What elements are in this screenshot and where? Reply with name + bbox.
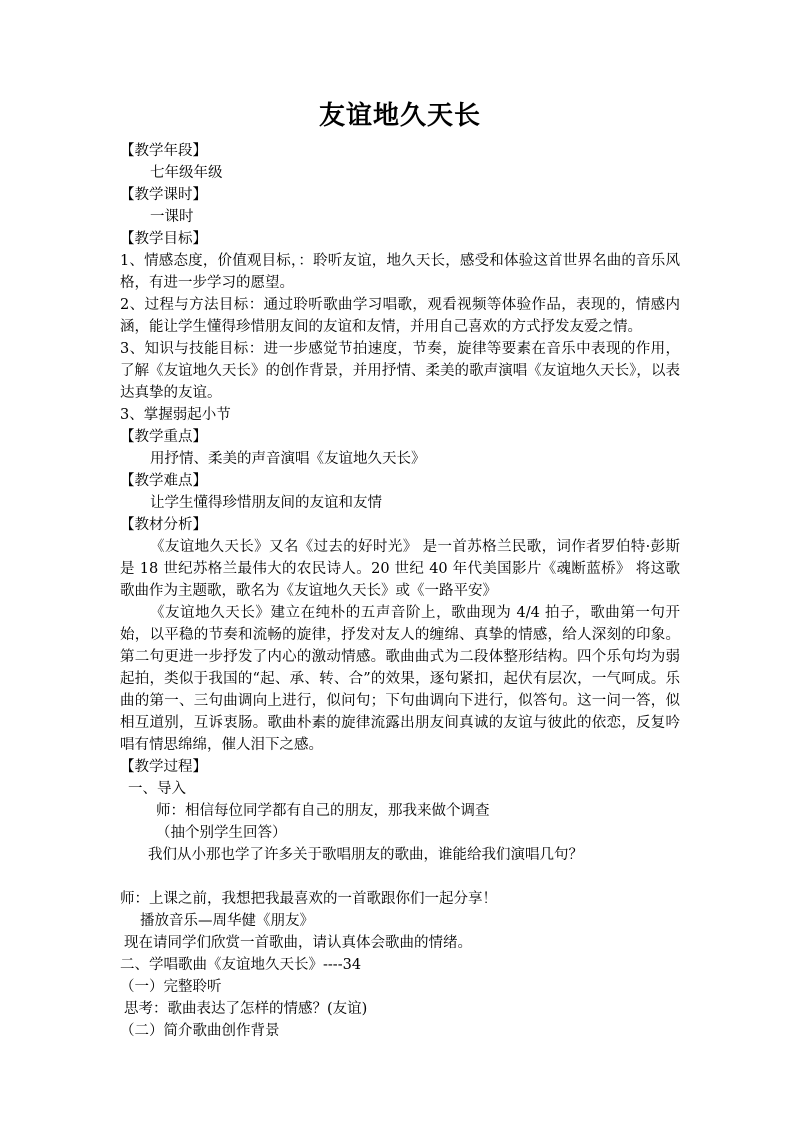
section-heading-stage: 【教学年段】 (120, 143, 207, 159)
process-step: 师：相信每位同学都有自己的朋友，那我来做个调查 (156, 803, 490, 819)
goal-item: 2、过程与方法目标：通过聆听歌曲学习唱歌，观看视频等体验作品，表现的，情感内涵，能让学生懂得珍惜朋友间的友谊和友情，并用自己喜欢的方式抒发友爱之情。 (120, 297, 680, 335)
goal-item: 3、掌握弱起小节 (120, 407, 231, 423)
process-step: 思考：歌曲表达了怎样的情感？(友谊) (124, 1001, 368, 1017)
section-heading-analysis: 【教材分析】 (120, 517, 207, 533)
stage-value: 七年级年级 (150, 165, 223, 181)
blank-line (120, 866, 680, 888)
process-step: 师：上课之前，我想把我最喜欢的一首歌跟你们一起分享！ (120, 891, 497, 907)
process-step: 二、学唱歌曲《友谊地久天长》----34 (120, 957, 362, 973)
process-step: （一）完整聆听 (120, 979, 222, 995)
process-step: （二）简介歌曲创作背景 (120, 1023, 280, 1039)
difficulty-value: 让学生懂得珍惜朋友间的友谊和友情 (150, 495, 382, 511)
goal-item: 3、知识与技能目标：进一步感觉节拍速度，节奏，旋律等要素在音乐中表现的作用，了解《友谊地久天长》的创作背景，并用抒情、柔美的歌声演唱《友谊地久天长》，以表达真挚的友谊。 (120, 341, 680, 401)
section-heading-key: 【教学重点】 (120, 429, 207, 445)
goal-item: 1、情感态度，价值观目标，：聆听友谊，地久天长，感受和体验这首世界名曲的音乐风格，有进一步学习的愿望。 (120, 253, 680, 291)
section-heading-process: 【教学过程】 (120, 759, 207, 775)
section-heading-hours: 【教学课时】 (120, 187, 207, 203)
process-step: 播放音乐—周华健《朋友》 (140, 913, 314, 929)
section-heading-goals: 【教学目标】 (120, 231, 207, 247)
process-step: （抽个别学生回答） (156, 825, 287, 841)
hours-value: 一课时 (150, 209, 194, 225)
process-step: 我们从小那也学了许多关于歌唱朋友的歌曲，谁能给我们演唱几句？ (148, 847, 583, 863)
lesson-plan (120, 96, 680, 1042)
process-step: 一、导入 (128, 781, 186, 797)
key-value: 用抒情、柔美的声音演唱《友谊地久天长》 (150, 451, 426, 467)
section-heading-difficulty: 【教学难点】 (120, 473, 207, 489)
process-step: 现在请同学们欣赏一首歌曲，请认真体会歌曲的情绪。 (124, 935, 472, 951)
document-title: 友谊地久天长 (318, 101, 481, 131)
analysis-paragraph: 《友谊地久天长》建立在纯朴的五声音阶上，歌曲现为 4/4 拍子，歌曲第一句开始，以平稳的节奏和流畅的旋律，抒发对友人的缠绵、真挚的情感，给人深刻的印象。第二句更进一步抒发了内心的激动情感。歌曲曲式为二段体整形结构。四个乐句均为弱起拍，类似于我国的“起、承、转、合”的效果，逐句紧扣，起伏有层次，一气呵成。乐曲的第一、三句曲调向上进行，似问句；下句曲调向下进行，似答句。这一问一答，似相互道别，互诉衷肠。歌曲朴素的旋律流露出朋友间真诚的友谊与彼此的依恋，反复吟唱有情思绵绵，催人泪下之感。 (120, 605, 680, 753)
analysis-paragraph: 《友谊地久天长》又名《过去的好时光》 是一首苏格兰民歌，词作者罗伯特·彭斯是 18 世纪苏格兰最伟大的农民诗人。20 世纪 40 年代美国影片《魂断蓝桥》 将这歌歌曲作为主题歌，歌名为《友谊地久天长》或《一路平安》 (120, 539, 680, 599)
